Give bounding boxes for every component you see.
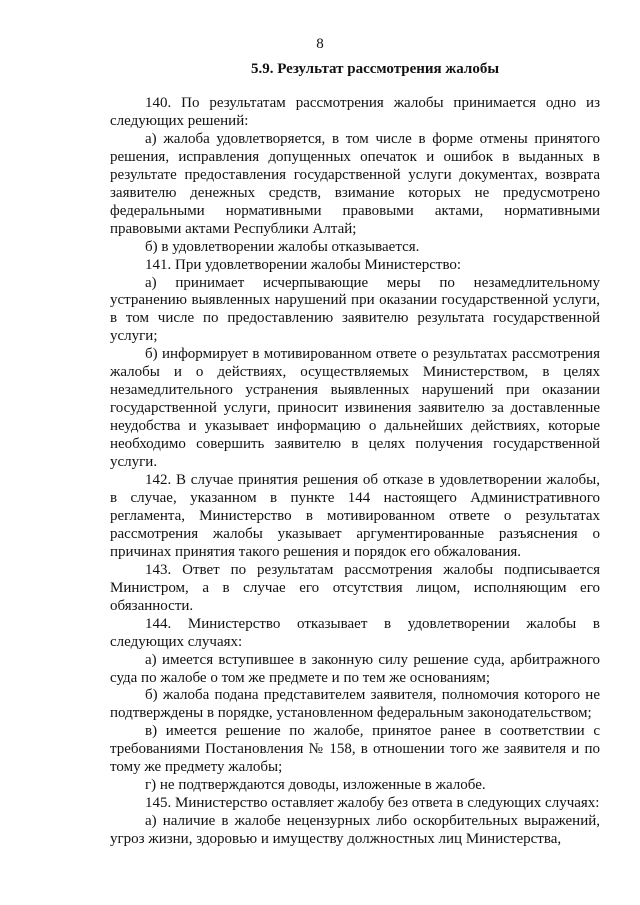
paragraph-142: 142. В случае принятия решения об отказе в удовлетворении жалобы, в случае, указанном в пункте 144 настоящего Административного регламента, Министерство в мотивированном ответе о результатах рассмотрения жалобы указывает аргументированные разъяснения о причинах принятия такого решения и порядок его обжалования. [110, 472, 600, 560]
paragraph-144-v: в) имеется решение по жалобе, принятое ранее в соответствии с требованиями Постановления № 158, в отношении того же заявителя и по тому же предмету жалобы; [110, 723, 600, 776]
document-body [110, 95, 600, 849]
paragraph-145-a: а) наличие в жалобе нецензурных либо оскорбительных выражений, угроз жизни, здоровью и имуществу должностных лиц Министерства, [110, 813, 600, 848]
paragraph-140-b: б) в удовлетворении жалобы отказывается. [145, 238, 420, 255]
paragraph-141-a: а) принимает исчерпывающие меры по незамедлительному устранению выявленных нарушений при оказании государственной услуги, в том числе по предоставлению заявителю результата государственной услуги; [110, 274, 600, 345]
paragraph-141-b: б) информирует в мотивированном ответе о результатах рассмотрения жалобы и о действиях, осуществляемых Министерством, в целях незамедлительного устранения выявленных нарушений при оказании государственной услуги, приносит извинения заявителю за доставленные неудобства и указывает информацию о дальнейших действиях, которые необходимо совершить заявителю в целях получения государственной услуги. [110, 346, 600, 471]
paragraph-140-a: а) жалоба удовлетворяется, в том числе в форме отмены принятого решения, исправления допущенных опечаток и ошибок в выданных в результате предоставления государственной услуги документах, возврата заявителю денежных средств, взимание которых не предусмотрено федеральными нормативными правовыми актами, нормативными правовыми актами Республики Алтай; [110, 130, 600, 237]
section-title: 5.9. Результат рассмотрения жалобы [250, 61, 500, 77]
paragraph-144-b: б) жалоба подана представителем заявителя, полномочия которого не подтверждены в порядке, установленном федеральным законодательством; [110, 687, 600, 722]
page-number: 8 [316, 36, 324, 52]
paragraph-140: 140. По результатам рассмотрения жалобы принимается одно из следующих решений: [110, 95, 600, 129]
paragraph-144-a: а) имеется вступившее в законную силу решение суда, арбитражного суда по жалобе о том же предмете и по тем же основаниям; [110, 651, 600, 686]
paragraph-144: 144. Министерство отказывает в удовлетворении жалобы в следующих случаях: [110, 615, 600, 650]
paragraph-143: 143. Ответ по результатам рассмотрения жалобы подписывается Министром, а в случае его отсутствия лицом, исполняющим его обязанности. [110, 561, 600, 614]
paragraph-141: 141. При удовлетворении жалобы Министерство: [145, 256, 462, 273]
paragraph-145: 145. Министерство оставляет жалобу без ответа в следующих случаях: [145, 795, 600, 812]
paragraph-144-g: г) не подтверждаются доводы, изложенные в жалобе. [145, 777, 486, 794]
